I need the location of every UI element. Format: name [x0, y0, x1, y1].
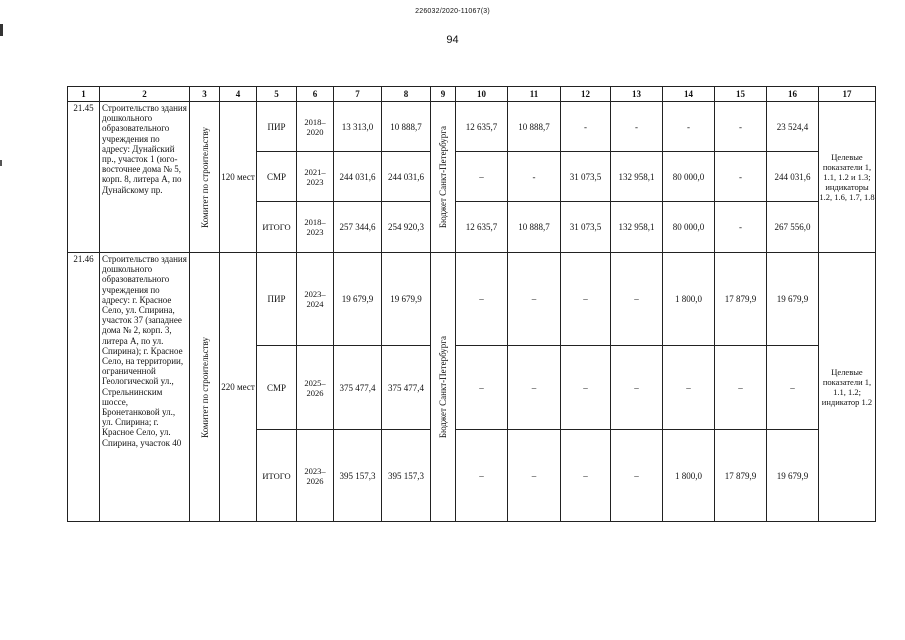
period: 2018–2023 [297, 202, 334, 253]
cell-value: 1 800,0 [663, 430, 715, 522]
cell-value: 17 879,9 [715, 430, 767, 522]
cell-value: – [456, 152, 508, 202]
cell-value: – [456, 430, 508, 522]
committee-label: Комитет по строительству [199, 126, 210, 228]
cell-value: 19 679,9 [382, 253, 431, 346]
cell-value: 17 879,9 [715, 253, 767, 346]
col-header: 11 [508, 87, 561, 102]
capacity: 220 мест [220, 253, 257, 522]
cell-value: 31 073,5 [561, 202, 611, 253]
cell-value: 244 031,6 [382, 152, 431, 202]
cell-value: 132 958,1 [611, 152, 663, 202]
col-header: 13 [611, 87, 663, 102]
cell-value: 80 000,0 [663, 152, 715, 202]
budget-table [67, 86, 876, 522]
cell-value: 19 679,9 [767, 253, 819, 346]
cell-value: - [663, 102, 715, 152]
cell-value: - [508, 152, 561, 202]
period: 2018–2020 [297, 102, 334, 152]
cell-value: – [508, 253, 561, 346]
col-header: 15 [715, 87, 767, 102]
funding-source [431, 253, 456, 522]
cell-value: – [456, 253, 508, 346]
cell-value: 244 031,6 [767, 152, 819, 202]
table-row [68, 253, 876, 346]
col-header: 16 [767, 87, 819, 102]
responsible-committee [190, 253, 220, 522]
col-header: 2 [100, 87, 190, 102]
cell-value: 19 679,9 [767, 430, 819, 522]
row-index: 21.45 [68, 102, 100, 253]
page-number: 94 [446, 34, 459, 46]
capacity: 120 мест [220, 102, 257, 253]
col-header: 12 [561, 87, 611, 102]
scan-edge-mark [0, 160, 2, 166]
table-row [68, 102, 876, 152]
cell-value: 10 888,7 [508, 202, 561, 253]
budget-label: Бюджет Санкт-Петербурга [438, 125, 448, 229]
target-indicators: Целевые показатели 1, 1.1, 1.2 и 1.3; индикаторы 1.2, 1.6, 1.7, 1.8 [819, 102, 876, 253]
cell-value: 31 073,5 [561, 152, 611, 202]
work-type: СМР [257, 346, 297, 430]
object-description: Строительство здания дошкольного образовательного учреждения по адресу: Дунайский пр., участок 1 (юго-восточнее дома № 5, корп. 8, литера А, по Дунайскому пр. [100, 102, 190, 253]
cell-value: 257 344,6 [334, 202, 382, 253]
row-index: 21.46 [68, 253, 100, 522]
period: 2023–2026 [297, 430, 334, 522]
cell-value: - [715, 202, 767, 253]
cell-value: – [767, 346, 819, 430]
col-header: 6 [297, 87, 334, 102]
work-type: ПИР [257, 102, 297, 152]
col-header: 4 [220, 87, 257, 102]
responsible-committee [190, 102, 220, 253]
col-header: 9 [431, 87, 456, 102]
cell-value: – [611, 430, 663, 522]
committee-label: Комитет по строительству [199, 336, 210, 438]
cell-value: 19 679,9 [334, 253, 382, 346]
col-header: 7 [334, 87, 382, 102]
cell-value: - [561, 102, 611, 152]
cell-value: 244 031,6 [334, 152, 382, 202]
col-header: 3 [190, 87, 220, 102]
cell-value: 12 635,7 [456, 102, 508, 152]
cell-value: – [611, 253, 663, 346]
target-indicators: Целевые показатели 1, 1.1, 1.2; индикатор 1.2 [819, 253, 876, 522]
cell-value: – [561, 253, 611, 346]
cell-value: 80 000,0 [663, 202, 715, 253]
cell-value: - [715, 152, 767, 202]
work-type: ПИР [257, 253, 297, 346]
col-header: 1 [68, 87, 100, 102]
work-type: ИТОГО [257, 430, 297, 522]
col-header: 10 [456, 87, 508, 102]
cell-value: 10 888,7 [382, 102, 431, 152]
cell-value: 12 635,7 [456, 202, 508, 253]
cell-value: 23 524,4 [767, 102, 819, 152]
cell-value: – [611, 346, 663, 430]
col-header: 14 [663, 87, 715, 102]
col-header: 8 [382, 87, 431, 102]
cell-value: - [715, 102, 767, 152]
period: 2021–2023 [297, 152, 334, 202]
budget-label: Бюджет Санкт-Петербурга [438, 335, 448, 439]
cell-value: 395 157,3 [334, 430, 382, 522]
cell-value: – [508, 430, 561, 522]
document-id: 226032/2020-11067(3) [415, 8, 490, 15]
cell-value: 375 477,4 [382, 346, 431, 430]
period: 2025–2026 [297, 346, 334, 430]
work-type: ИТОГО [257, 202, 297, 253]
cell-value: 267 556,0 [767, 202, 819, 253]
cell-value: – [561, 346, 611, 430]
funding-source [431, 102, 456, 253]
cell-value: – [508, 346, 561, 430]
cell-value: – [561, 430, 611, 522]
period: 2023–2024 [297, 253, 334, 346]
object-description: Строительство здания дошкольного образовательного учреждения по адресу: г. Красное Село, ул. Спирина, участок 37 (западнее дома № 2, корп. 3, литера А, по ул. Спирина); г. Красное Село, на территории, ограниченной Геологической ул., Стрельнинским шоссе, Бронетанковой ул., ул. Спирина; г. Красное Село, ул. Спирина, участок 40 [100, 253, 190, 522]
cell-value: 10 888,7 [508, 102, 561, 152]
cell-value: – [456, 346, 508, 430]
cell-value: 375 477,4 [334, 346, 382, 430]
cell-value: – [715, 346, 767, 430]
header-row [68, 87, 876, 102]
cell-value: 395 157,3 [382, 430, 431, 522]
cell-value: 1 800,0 [663, 253, 715, 346]
col-header: 5 [257, 87, 297, 102]
cell-value: 132 958,1 [611, 202, 663, 253]
cell-value: 254 920,3 [382, 202, 431, 253]
col-header: 17 [819, 87, 876, 102]
cell-value: - [611, 102, 663, 152]
cell-value: 13 313,0 [334, 102, 382, 152]
cell-value: – [663, 346, 715, 430]
work-type: СМР [257, 152, 297, 202]
